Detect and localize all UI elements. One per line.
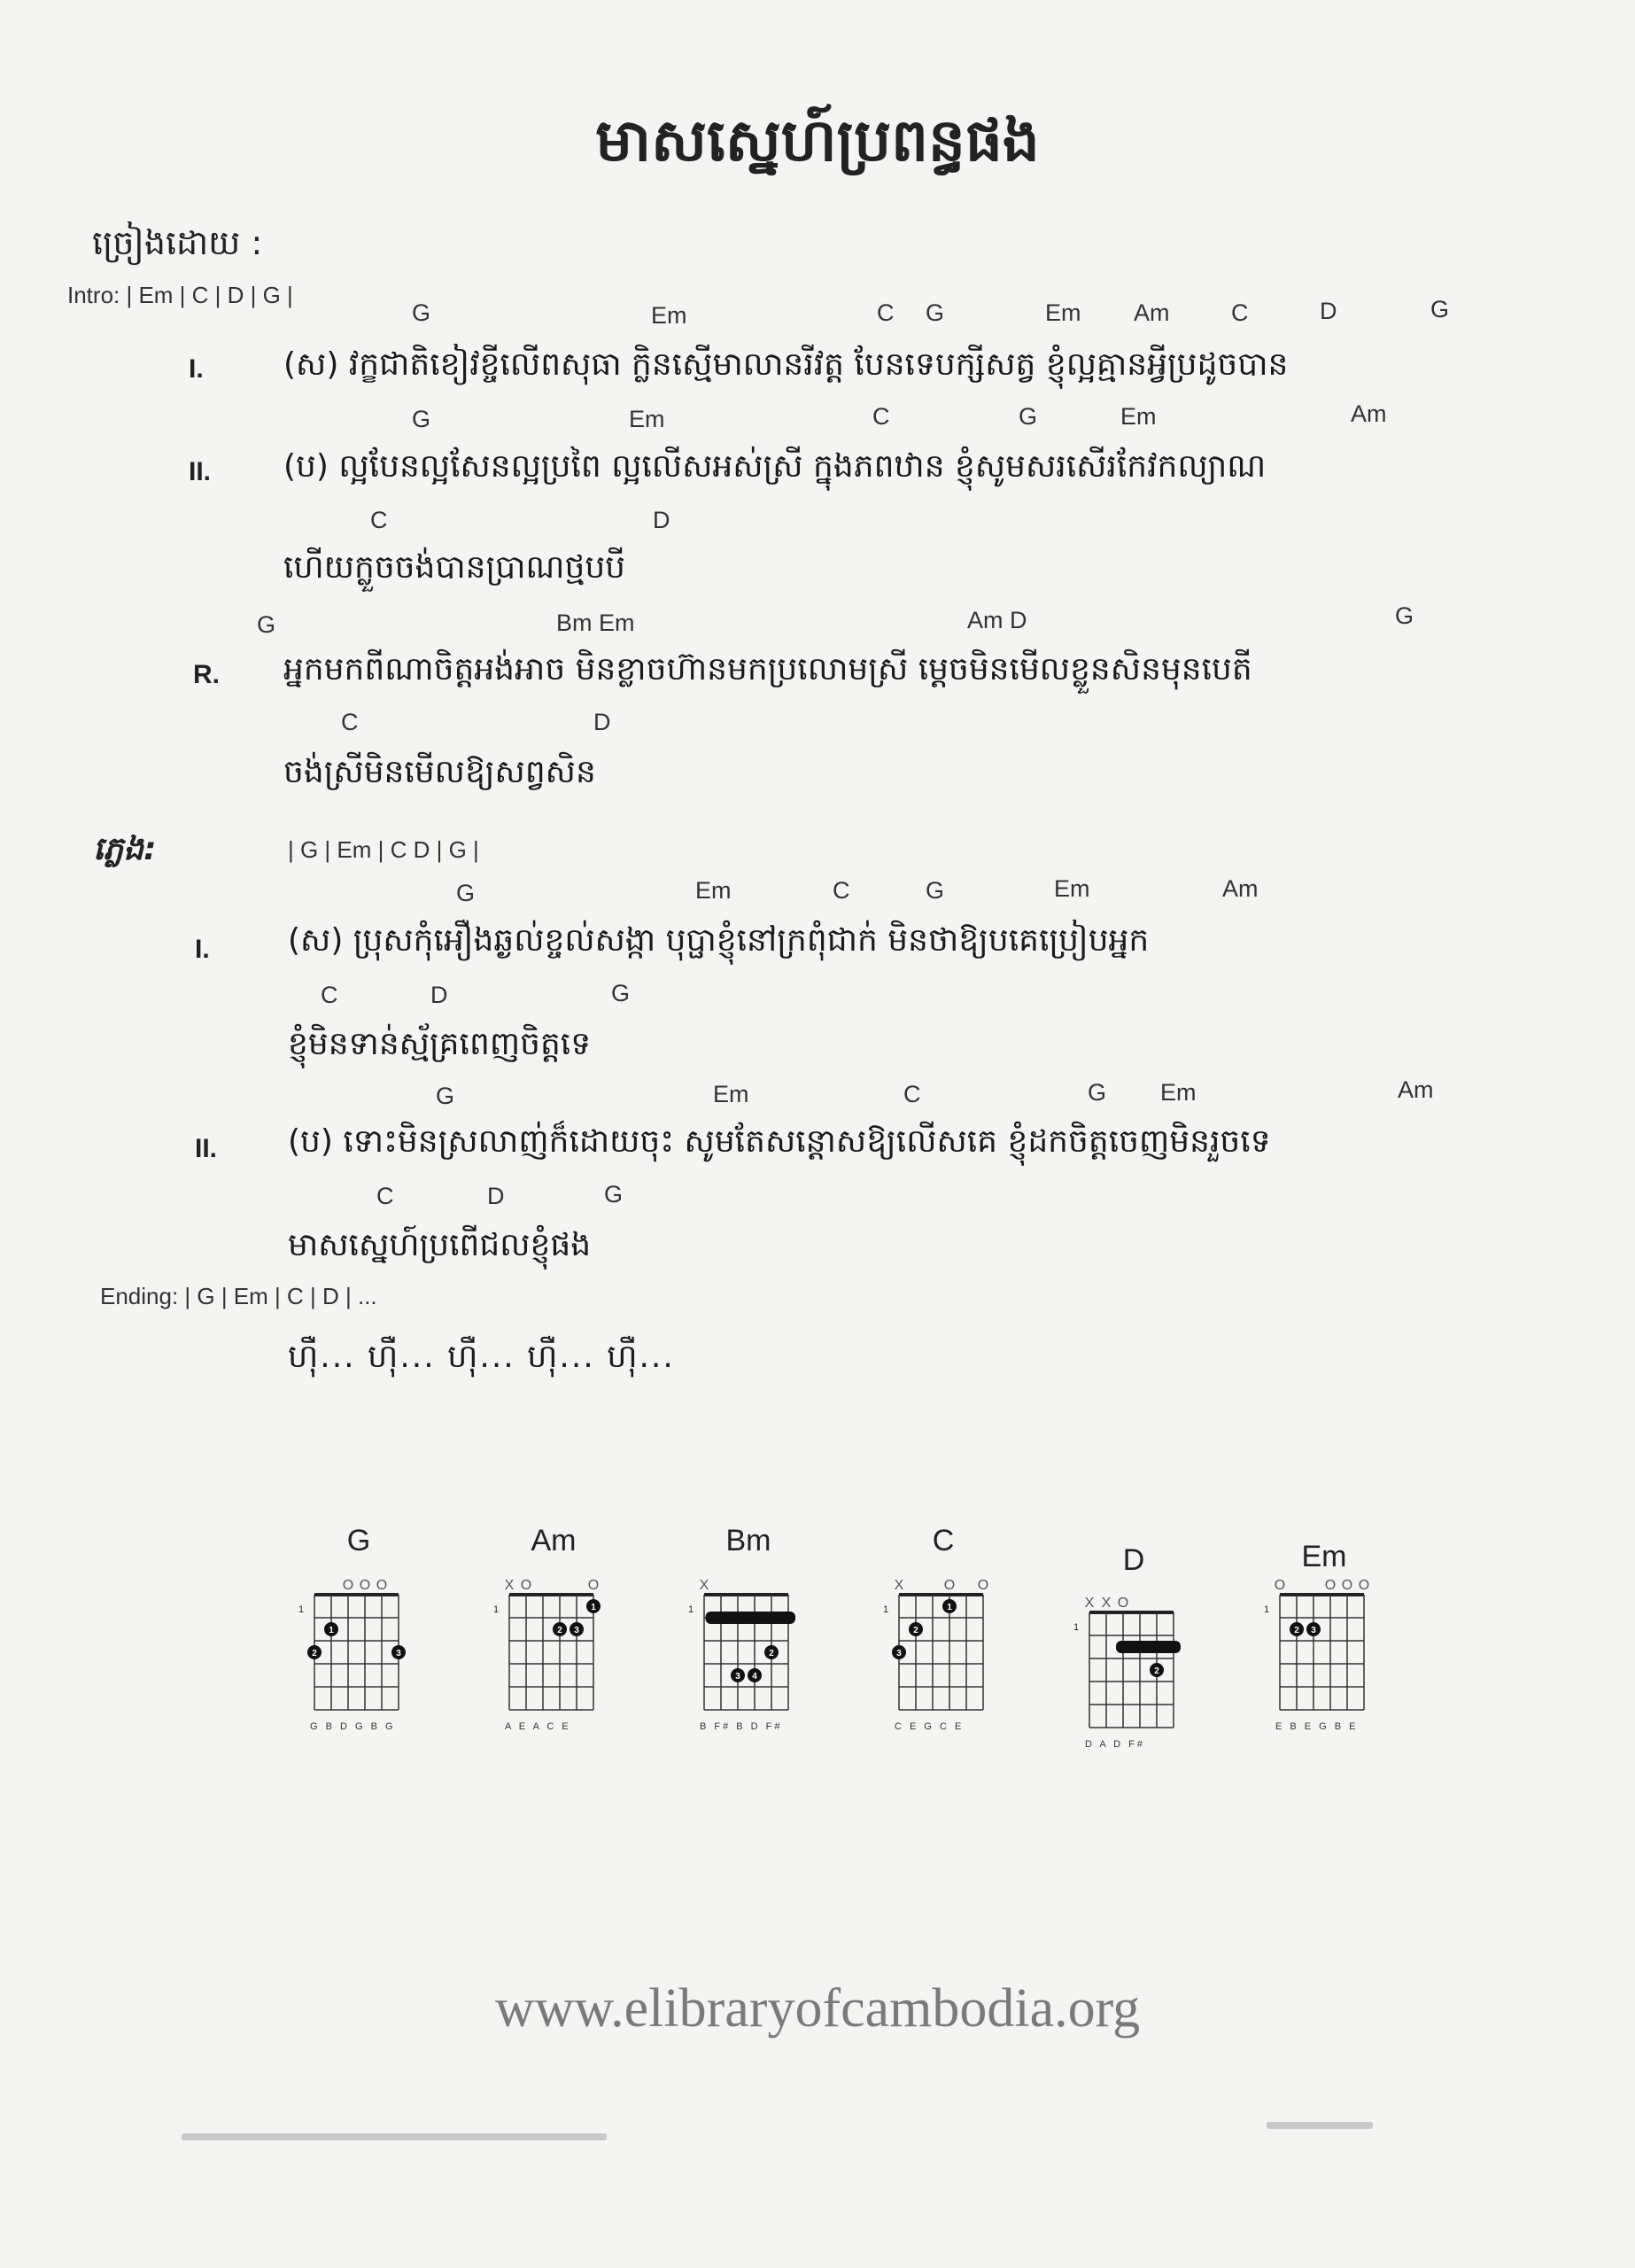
open-string-icon: O xyxy=(359,1578,371,1593)
lyric-line: (ប) ល្អបែនល្អសែនល្អប្រពៃ ល្អលើសអស់ស្រី ក្នុងភពឋាន ខ្ញុំសូមសរសើរកែវកល្យាណ xyxy=(283,448,1267,485)
string-names: A E A C E xyxy=(505,1721,571,1732)
ending-pattern: Ending: | G | Em | C | D | ... xyxy=(100,1283,377,1309)
fretboard-icon xyxy=(1063,1586,1205,1790)
chord-label: Am xyxy=(1398,1076,1434,1103)
chord-diagram-name: G xyxy=(346,1524,371,1557)
open-string-icon: O xyxy=(977,1578,989,1593)
section-label: II. xyxy=(195,1134,218,1163)
open-string-icon: O xyxy=(376,1578,388,1593)
chord-diagram-c xyxy=(872,1506,1014,1772)
finger-number: 2 xyxy=(557,1626,562,1635)
fretboard-icon xyxy=(678,1568,819,1772)
chord-label: Em xyxy=(629,406,665,432)
string-names: G B D G B G xyxy=(310,1721,396,1732)
ending-lyric: ហ៊ឺ... ហ៊ឺ... ហ៊ឺ... ហ៊ឺ... ហ៊ឺ... xyxy=(288,1339,675,1375)
chord-label: Am xyxy=(1351,400,1387,427)
muted-string-icon: X xyxy=(504,1578,515,1593)
fret-number: 1 xyxy=(1073,1622,1080,1633)
finger-number: 2 xyxy=(1294,1626,1299,1635)
muted-string-icon: X xyxy=(1101,1596,1112,1611)
chord-label: G xyxy=(257,611,276,638)
finger-number: 3 xyxy=(396,1649,401,1658)
lyric-line: ខ្ញុំមិនទាន់ស្ម័គ្រពេញចិត្តទេ xyxy=(288,1026,592,1062)
fretboard-icon xyxy=(1253,1568,1395,1772)
lyric-line: (ប) ទោះមិនស្រលាញ់ក៏ដោយចុះ សូមតែសន្តោសឱ្យលើសគេ ខ្ញុំដកចិត្តចេញមិនរួចទេ xyxy=(288,1123,1271,1160)
chord-label: C xyxy=(872,403,890,430)
fret-number: 1 xyxy=(1264,1604,1270,1615)
lyric-line: (ស) វក្ខជាតិខៀវខ្ចីលើពសុធា ក្លិនស្មើមាលានរីវត្ត បែនទេបក្សីសត្វ ខ្ញុំល្អគ្មានអ្វីប្រដូចបាន xyxy=(283,346,1289,383)
chord-diagrams xyxy=(0,1506,1635,1790)
section-label: I. xyxy=(189,354,204,384)
chord-label: G xyxy=(926,299,945,326)
scan-artifact xyxy=(1267,2122,1373,2129)
muted-string-icon: X xyxy=(894,1578,904,1593)
scan-artifact xyxy=(182,2133,607,2140)
muted-string-icon: X xyxy=(1084,1596,1095,1611)
section-label: I. xyxy=(195,935,210,964)
fret-number: 1 xyxy=(883,1604,889,1615)
chord-label: D xyxy=(653,507,670,533)
finger-number: 3 xyxy=(1311,1626,1316,1635)
chord-diagram-d xyxy=(1063,1506,1205,1772)
chord-label: C xyxy=(321,982,338,1008)
finger-number: 2 xyxy=(312,1649,317,1658)
finger-number: 2 xyxy=(769,1649,774,1658)
chord-label: C xyxy=(370,507,388,533)
chord-label: Am xyxy=(1222,875,1259,902)
fret-number: 1 xyxy=(298,1604,305,1615)
string-names: C E G C E xyxy=(895,1721,965,1732)
open-string-icon: O xyxy=(1341,1578,1353,1593)
open-string-icon: O xyxy=(520,1578,532,1593)
chord-label: C xyxy=(376,1183,394,1209)
chord-label: G xyxy=(412,299,431,326)
lyric-line: មាសស្នេហ៍ប្រពើជលខ្ញុំផង xyxy=(288,1227,592,1263)
chord-label: G xyxy=(611,980,631,1006)
finger-number: 3 xyxy=(574,1626,579,1635)
barre-icon xyxy=(1116,1641,1181,1653)
open-string-icon: O xyxy=(1324,1578,1337,1593)
chord-label: Em xyxy=(713,1081,749,1107)
chord-label: Am xyxy=(1134,299,1170,326)
chord-label: G xyxy=(412,406,431,432)
chord-label: D xyxy=(593,709,611,735)
chord-diagram-em xyxy=(1253,1506,1395,1772)
chord-label: G xyxy=(1430,296,1450,322)
chord-label: D xyxy=(487,1183,505,1209)
chord-diagram-name: Am xyxy=(531,1524,577,1557)
chord-label: G xyxy=(926,877,945,904)
chord-label: Em xyxy=(1054,875,1090,902)
string-names: E B E G B E xyxy=(1275,1721,1359,1732)
finger-number: 1 xyxy=(591,1603,596,1612)
chord-label: Em xyxy=(1120,403,1157,430)
finger-number: 1 xyxy=(329,1626,334,1635)
chord-label: G xyxy=(1088,1079,1107,1106)
chord-label: C xyxy=(1231,299,1249,326)
open-string-icon: O xyxy=(342,1578,354,1593)
open-string-icon: O xyxy=(943,1578,956,1593)
section-label: R. xyxy=(193,660,220,689)
chord-label: Am D xyxy=(967,607,1027,633)
finger-number: 1 xyxy=(947,1603,952,1612)
chord-label: G xyxy=(436,1083,455,1109)
muted-string-icon: X xyxy=(699,1578,709,1593)
lyric-line: អ្នកមកពីណាចិត្តអង់អាច មិនខ្លាចហ៊ានមកប្រលោមស្រី ម្ដេចមិនមើលខ្លួនសិនមុនបេតី xyxy=(283,651,1252,687)
chord-label: G xyxy=(1395,602,1414,629)
chord-label: Em xyxy=(1045,299,1081,326)
song-title: មាសស្នេហ៍ប្រពន្ធផង xyxy=(595,105,1040,175)
barre-icon xyxy=(706,1612,796,1624)
finger-number: 3 xyxy=(735,1672,740,1682)
chord-label: Em xyxy=(1160,1079,1197,1106)
chord-diagram-name: Bm xyxy=(725,1524,771,1557)
chord-diagram-am xyxy=(483,1506,624,1772)
string-names: D A D F# xyxy=(1085,1739,1146,1750)
chord-label: Em xyxy=(695,877,732,904)
chord-label: G xyxy=(1019,403,1038,430)
finger-number: 2 xyxy=(913,1626,918,1635)
chord-label: Em xyxy=(651,302,687,329)
open-string-icon: O xyxy=(587,1578,600,1593)
open-string-icon: O xyxy=(1358,1578,1370,1593)
website-url: www.elibraryofcambodia.org xyxy=(494,1978,1141,2039)
chord-label: G xyxy=(456,880,476,906)
finger-number: 3 xyxy=(896,1649,902,1658)
fretboard-icon xyxy=(288,1568,430,1772)
open-string-icon: O xyxy=(1117,1596,1129,1611)
chord-label: C xyxy=(877,299,895,326)
prelude-pattern: | G | Em | C D | G | xyxy=(288,836,479,863)
fret-number: 1 xyxy=(688,1604,694,1615)
chord-diagram-name: D xyxy=(1122,1543,1145,1577)
chord-label: D xyxy=(1320,298,1337,324)
string-names: B F# B D F# xyxy=(700,1721,783,1732)
lyric-line: (ស) ប្រុសកុំអឿងឆ្ងល់ខ្ចល់សង្កា បុប្ផាខ្ញុំនៅក្រពុំជាក់ មិនថាឱ្យបគេប្រៀបអ្នក xyxy=(288,922,1150,959)
intro-pattern: Intro: | Em | C | D | G | xyxy=(67,282,293,308)
section-label: II. xyxy=(189,457,212,486)
fretboard-icon xyxy=(872,1568,1014,1772)
lyric-line: ហើយក្លួចចង់បានប្រាណថ្មបបី xyxy=(283,549,626,586)
chord-diagram-name: C xyxy=(932,1524,955,1557)
lyric-line: ចង់ស្រីមិនមើលឱ្យសព្វសិន xyxy=(283,754,596,790)
chord-label: D xyxy=(430,982,448,1008)
chord-label: C xyxy=(341,709,359,735)
open-string-icon: O xyxy=(1274,1578,1286,1593)
chord-label: C xyxy=(903,1081,921,1107)
finger-number: 4 xyxy=(752,1672,757,1682)
prelude-label: ភ្លេង: xyxy=(93,831,157,867)
singer-label: ច្រៀងដោយ : xyxy=(92,223,263,262)
chord-label: G xyxy=(604,1181,624,1208)
fretboard-icon xyxy=(483,1568,624,1772)
finger-number: 2 xyxy=(1154,1666,1159,1676)
chord-label: C xyxy=(833,877,850,904)
fret-number: 1 xyxy=(493,1604,500,1615)
chord-diagram-bm xyxy=(678,1506,819,1772)
chord-diagram-name: Em xyxy=(1301,1540,1347,1573)
chord-label: Bm Em xyxy=(556,610,635,636)
chord-diagram-g xyxy=(288,1506,430,1772)
